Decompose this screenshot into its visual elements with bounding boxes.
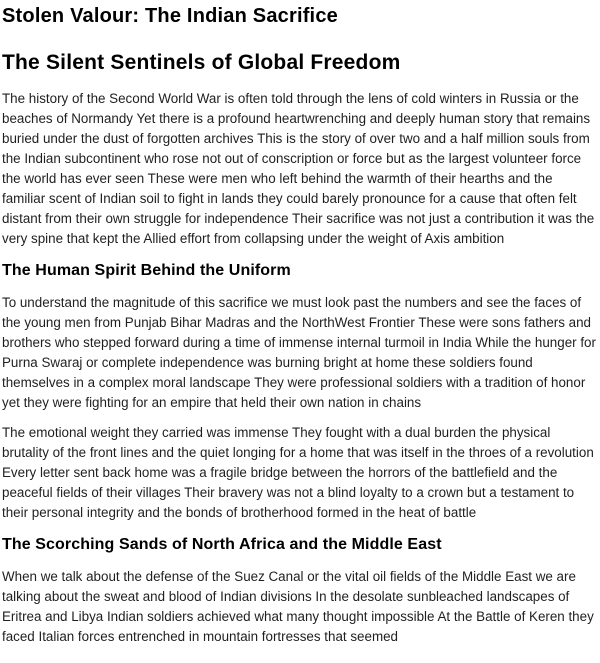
section-heading-human-spirit: The Human Spirit Behind the Uniform <box>2 262 291 279</box>
section-human-spirit <box>2 259 597 523</box>
section-paragraph: To understand the magnitude of this sacrifice we must look past the numbers and see the faces of the young men from Punjab Bihar Madras and the NorthWest Frontier These were sons fathers and brothers who stepped forward during a time of immense internal turmoil in India While the hunger for Purna Swaraj or complete independence was burning bright at home these soldiers found themselves in a complex moral landscape They were professional soldiers with a tradition of honor yet they were fighting for an empire that held their own nation in chains <box>2 295 596 410</box>
section-paragraph: The emotional weight they carried was immense They fought with a dual burden the physical brutality of the front lines and the quiet longing for a home that was itself in the throes of a revolution Every letter sent back home was a fragile bridge between the horrors of the battlefield and the peaceful fields of their villages Their bravery was not a blind loyalty to a crown but a testament to their personal integrity and the bonds of brotherhood formed in the heat of battle <box>2 425 594 520</box>
section-scorching-sands <box>2 533 597 647</box>
section-heading-scorching-sands: The Scorching Sands of North Africa and the Middle East <box>2 536 442 553</box>
section-paragraph: When we talk about the defense of the Suez Canal or the vital oil fields of the Middle East we are talking about the sweat and blood of Indian divisions In the desolate sunbleached landscapes of Eritrea and Libya Indian soldiers achieved what many thought impossible At the Battle of Keren they faced Italian forces entrenched in mountain fortresses that seemed <box>2 569 594 644</box>
document-subtitle: The Silent Sentinels of Global Freedom <box>2 51 401 74</box>
document-title: Stolen Valour: The Indian Sacrifice <box>2 5 338 27</box>
intro-paragraph: The history of the Second World War is often told through the lens of cold winters in Russia or the beaches of Normandy Yet there is a profound heartwrenching and deeply human story that remains buried under the dust of forgotten archives This is the story of over two and a half million souls from the Indian subcontinent who rose not out of conscription or force but as the largest volunteer force the world has ever seen These were men who left behind the warmth of their hearths and the familiar scent of Indian soil to fight in lands they could barely pronounce for a cause that often felt distant from their own struggle for independence Their sacrifice was not just a contribution it was the very spine that kept the Allied effort from collapsing under the weight of Axis ambition <box>2 91 595 246</box>
